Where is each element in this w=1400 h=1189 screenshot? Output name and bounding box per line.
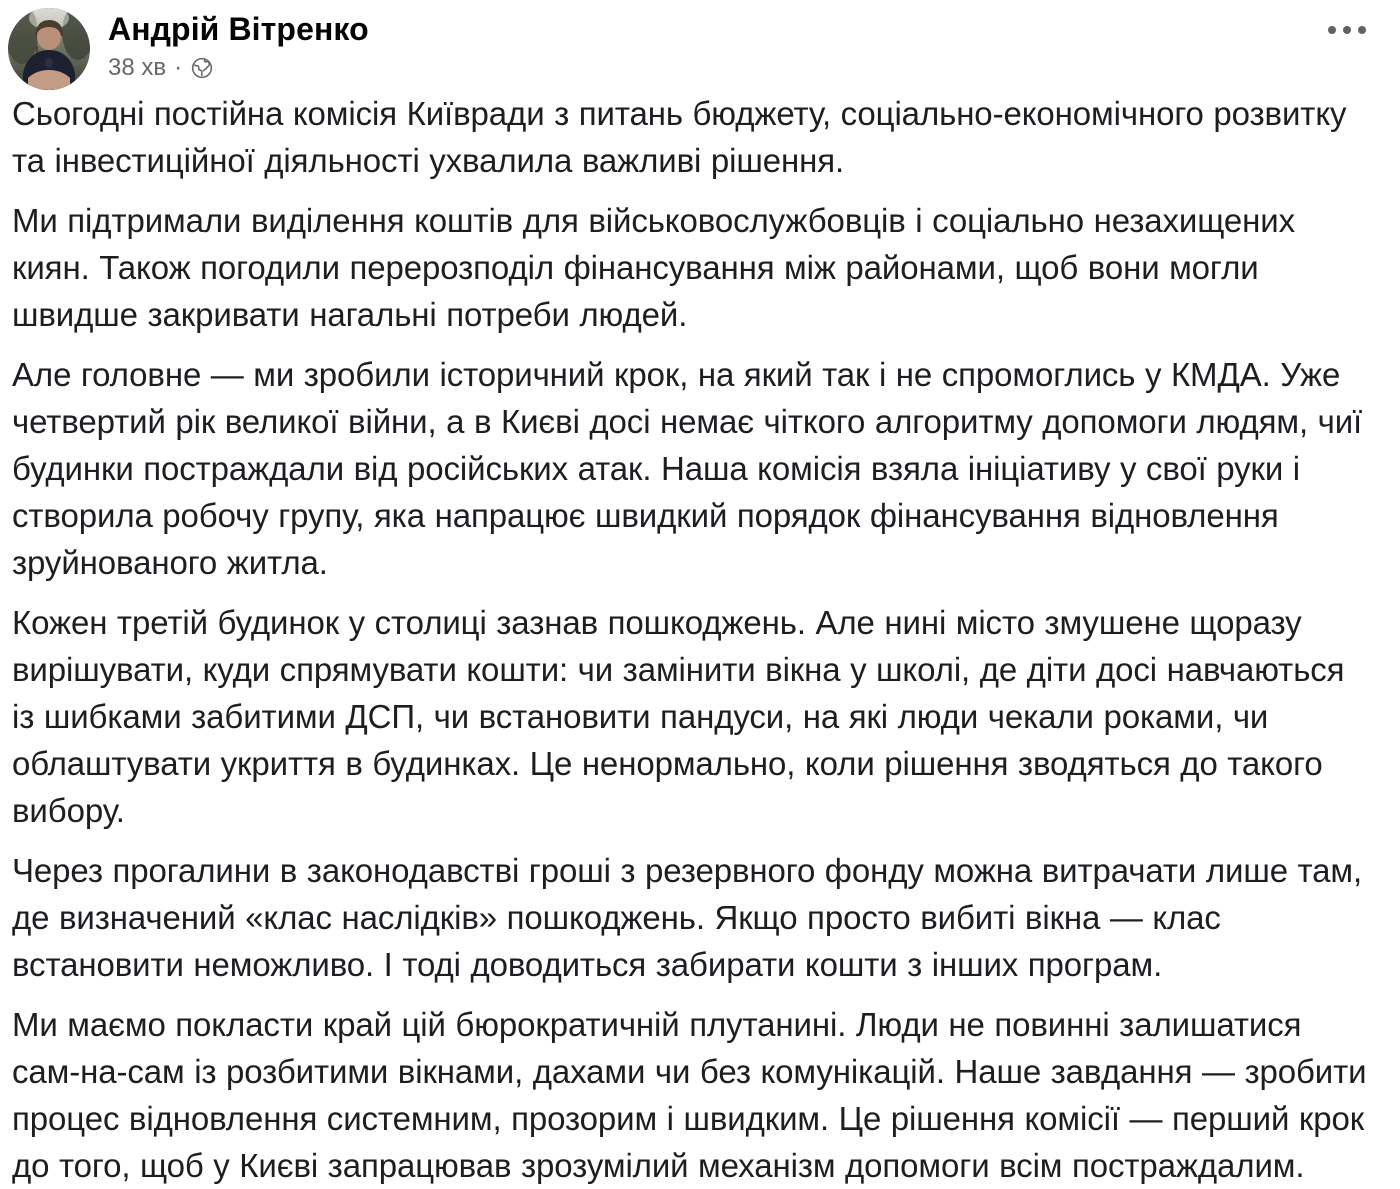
header-text (108, 8, 369, 82)
more-options-button[interactable] (1328, 26, 1366, 34)
author-name[interactable]: Андрій Вітренко (108, 11, 369, 47)
post-paragraph: Через прогалини в законодавстві гроші з резервного фонду можна витрачати лише там, де визначений «клас наслідків» пошкоджень. Якщо просто вибиті вікна — клас встановити неможливо. І тоді доводиться забирати кошти з інших програм. (12, 852, 1363, 983)
more-options-icon (1343, 26, 1351, 34)
avatar[interactable] (8, 8, 90, 90)
post-paragraph: Сьогодні постійна комісія Київради з питань бюджету, соціально-економічного розвитку та інвестиційної діяльності ухвалила важливі рішення. (12, 95, 1347, 179)
meta-separator: · (174, 54, 183, 81)
post-paragraph: Кожен третій будинок у столиці зазнав пошкоджень. Але нині місто змушене щоразу вирішувати, куди спрямувати кошти: чи замінити вікна у школі, де діти досі навчаються із шибками забитими ДСП, чи встановити пандуси, на які люди чекали роками, чи облаштувати укриття в будинках. Це ненормально, коли рішення зводяться до такого вибору. (12, 604, 1345, 829)
globe-icon[interactable] (190, 56, 214, 80)
post-timestamp[interactable]: 38 хв (108, 54, 167, 81)
post-body (0, 90, 1400, 1189)
more-options-icon (1358, 26, 1366, 34)
post-meta (108, 54, 369, 82)
more-options-icon (1328, 26, 1336, 34)
post-paragraph: Ми маємо покласти край цій бюрократичній плутанині. Люди не повинні залишатися сам-на-сам із розбитими вікнами, дахами чи без комунікацій. Наше завдання — зробити процес відновлення системним, прозорим і швидким. Це рішення комісії — перший крок до того, щоб у Києві запрацював зрозумілий механізм допомоги всім постраждалим. (12, 1006, 1367, 1184)
post-paragraph: Ми підтримали виділення коштів для військовослужбовців і соціально незахищених киян. Також погодили перерозподіл фінансування між районами, щоб вони могли швидше закривати нагальні потреби людей. (12, 202, 1296, 333)
post-header (0, 0, 1400, 90)
post-paragraph: Але головне — ми зробили історичний крок, на який так і не спромоглись у КМДА. Уже четвертий рік великої війни, а в Києві досі немає чіткого алгоритму допомоги людям, чиї будинки постраждали від російських атак. Наша комісія взяла ініціативу у свої руки і створила робочу групу, яка напрацює швидкий порядок фінансування відновлення зруйнованого житла. (12, 356, 1363, 581)
